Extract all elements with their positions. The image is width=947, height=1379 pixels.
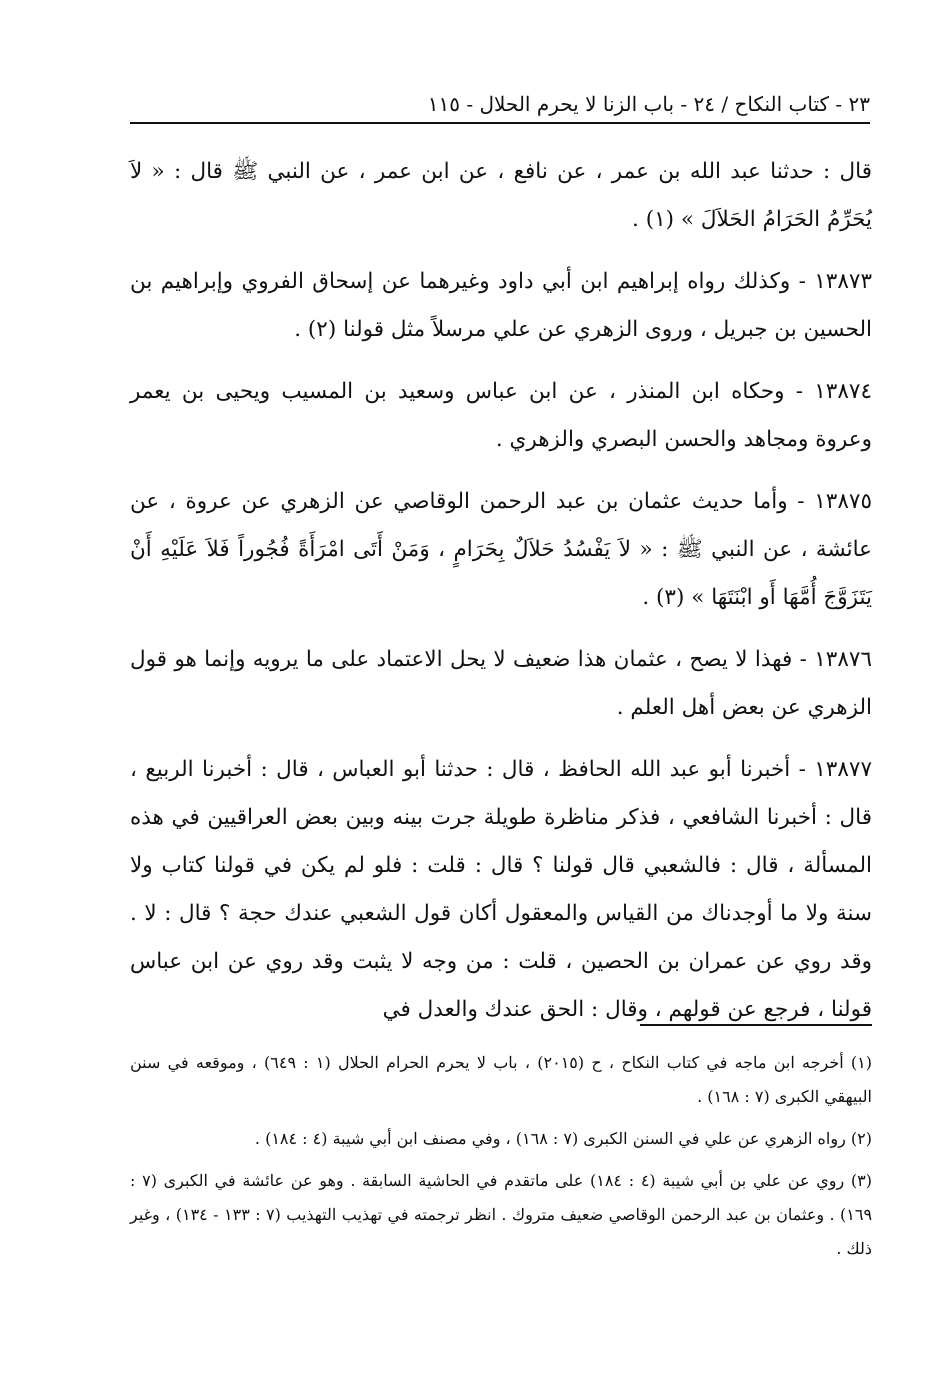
footnote-2: (٢) رواه الزهري عن علي في السنن الكبرى (٧ : ١٦٨) ، وفي مصنف ابن أبي شيبة (٤ : ١٨٤) . bbox=[254, 1129, 872, 1148]
footnotes bbox=[130, 1046, 872, 1274]
paragraph-13877: ١٣٨٧٧ - أخبرنا أبو عبد الله الحافظ ، قال : حدثنا أبو العباس ، قال : أخبرنا الربيع ، قال : أخبرنا الشافعي ، فذكر مناظرة طويلة جرت بينه وبين بعض العراقيين في هذه المسألة ، قال : فالشعبي قال قولنا ؟ قال : قلت : فلو لم يكن في قولنا كتاب ولا سنة ولا ما أوجدناك من القياس والمعقول أكان قول الشعبي عندك حجة ؟ قال : لا . وقد روي عن عمران بن الحصين ، قلت : من وجه لا يثبت وقد روي عن ابن عباس قولنا ، فرجع عن قولهم ، وقال : الحق عندك والعدل في bbox=[130, 757, 872, 1022]
footnote-1: (١) أخرجه ابن ماجه في كتاب النكاح ، ح (٢٠١٥) ، باب لا يحرم الحرام الحلال (١ : ٦٤٩) ، وموقعه في سنن البيهقي الكبرى (٧ : ١٦٨) . bbox=[130, 1053, 873, 1106]
footnote-3: (٣) روي عن علي بن أبي شيبة (٤ : ١٨٤) على ماتقدم في الحاشية السابقة . وهو عن عائشة في الكبرى (٧ : ١٦٩) . وعثمان بن عبد الرحمن الوقاصي ضعيف متروك . انظر ترجمته في تهذيب التهذيب (٧ : ١٣٣ - ١٣٤) ، وغير ذلك . bbox=[130, 1171, 873, 1258]
paragraph-13873: ١٣٨٧٣ - وكذلك رواه إبراهيم ابن أبي داود وغيرهما عن إسحاق الفروي وإبراهيم بن الحسين بن جبريل ، وروى الزهري عن علي مرسلاً مثل قولنا (٢) . bbox=[130, 269, 872, 342]
main-text bbox=[130, 148, 872, 1048]
paragraph-13875: ١٣٨٧٥ - وأما حديث عثمان بن عبد الرحمن الوقاصي عن الزهري عن عروة ، عن عائشة ، عن النبي ﷺ : « لاَ يَفْسُدُ حَلاَلٌ بِحَرَامٍ ، وَمَنْ أَتَى امْرَأَةً فُجُوراً فَلاَ عَلَيْهِ أَنْ يَتَزَوَّجَ أُمَّهَا أَو ابْنَتَهَا » (٣) . bbox=[130, 489, 872, 610]
footnote-divider bbox=[640, 1024, 872, 1026]
paragraph-13874: ١٣٨٧٤ - وحكاه ابن المنذر ، عن ابن عباس وسعيد بن المسيب ويحيى بن يعمر وعروة ومجاهد والحسن البصري والزهري . bbox=[130, 379, 872, 452]
paragraph-13876: ١٣٨٧٦ - فهذا لا يصح ، عثمان هذا ضعيف لا يحل الاعتماد على ما يرويه وإنما هو قول الزهري عن بعض أهل العلم . bbox=[130, 647, 872, 720]
running-title: ٢٣ - كتاب النكاح / ٢٤ - باب الزنا لا يحرم الحلال - ١١٥ bbox=[427, 92, 870, 116]
paragraph-continuation: قال : حدثنا عبد الله بن عمر ، عن نافع ، عن ابن عمر ، عن النبي ﷺ قال : « لاَ يُحَرِّمُ الحَرَامُ الحَلاَلَ » (١) . bbox=[130, 159, 872, 232]
running-header bbox=[130, 92, 870, 124]
